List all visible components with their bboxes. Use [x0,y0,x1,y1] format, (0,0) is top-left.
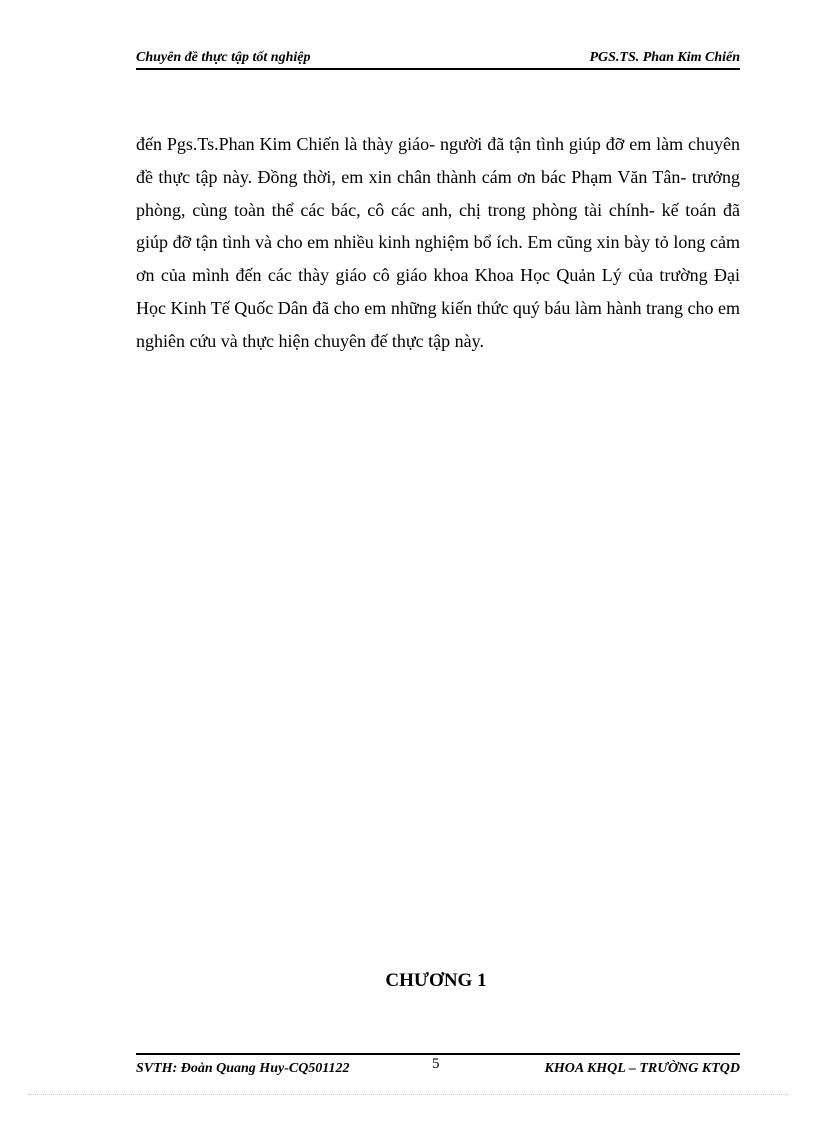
footer-faculty: KHOA KHQL – TRƯỜNG KTQD [544,1061,740,1076]
page-footer [136,1053,740,1079]
page-header [136,48,740,70]
chapter-heading-text: CHƯƠNG 1 [385,970,487,991]
footer-student: SVTH: Đoàn Quang Huy-CQ501122 [136,1061,350,1076]
body-paragraph: đến Pgs.Ts.Phan Kim Chiến là thày giáo- người đã tận tình giúp đỡ em làm chuyên đề thực tập này. Đồng thời, em xin chân thành cám ơn bác Phạm Văn Tân- trưởng phòng, cùng toàn thể các bác, cô các anh, chị trong phòng tài chính- kế toán đã giúp đỡ tận tình và cho em nhiều kinh nghiệm bổ ích. Em cũng xin bày tỏ long cảm ơn của mình đến các thày giáo cô giáo khoa Khoa Học Quản Lý của trường Đại Học Kinh Tế Quốc Dân đã cho em những kiến thức quý báu làm hành trang cho em nghiên cứu và thực hiện chuyên đế thực tập này. [136,134,740,351]
page-break-divider [28,1094,788,1095]
header-supervisor: PGS.TS. Phan Kim Chiến [589,50,740,65]
header-document-title: Chuyên đề thực tập tốt nghiệp [136,50,311,65]
chapter-heading [136,970,740,992]
page-number: 5 [432,1056,440,1072]
